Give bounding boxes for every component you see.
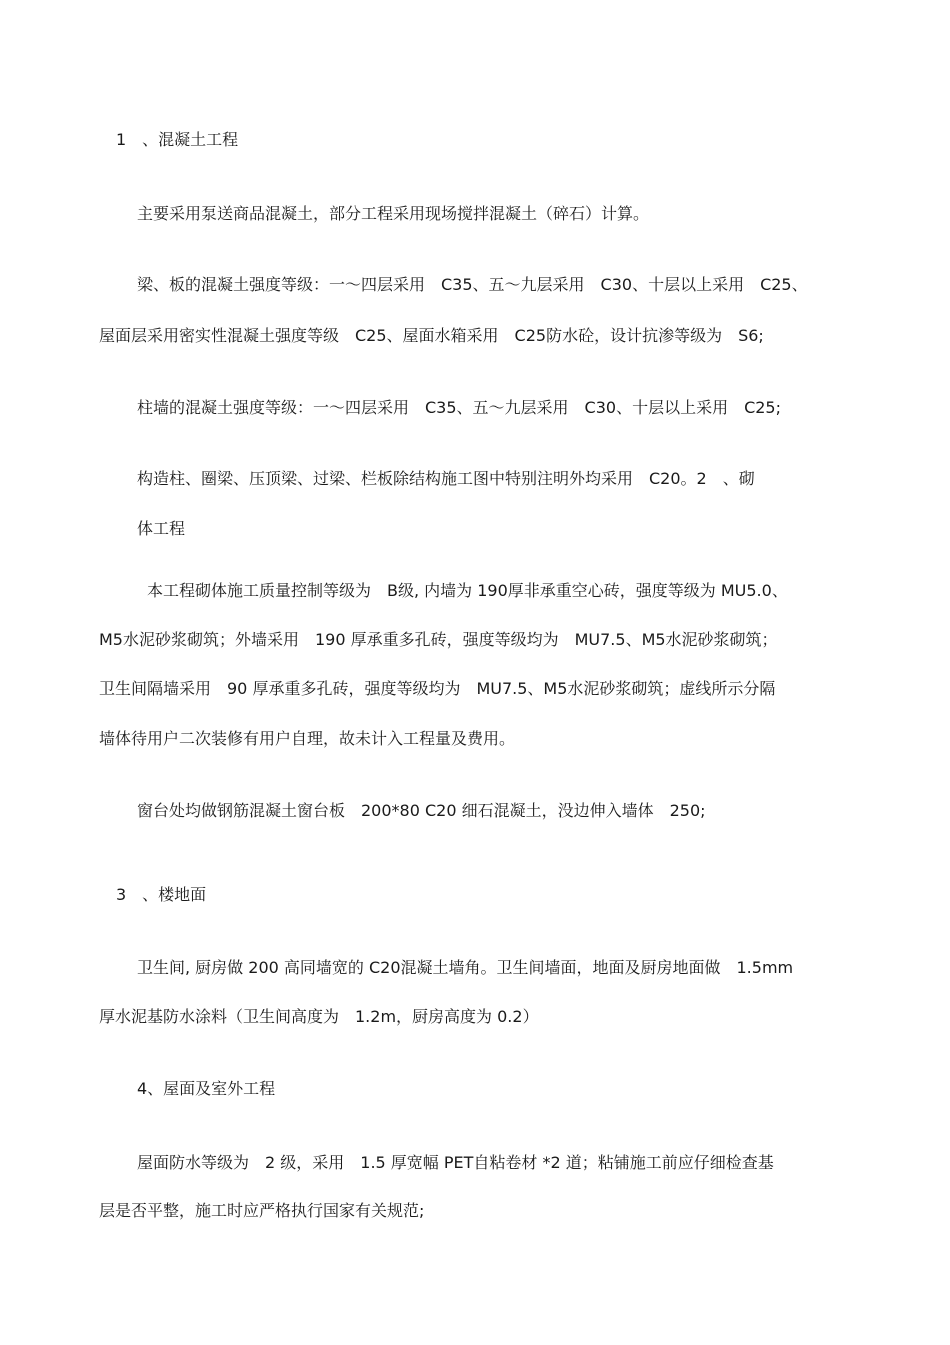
- heading-floor: 3 、楼地面: [116, 885, 207, 904]
- paragraph-line: 窗台处均做钢筋混凝土窗台板 200*80 C20 细石混凝土，没边伸入墙体 250;: [137, 801, 706, 820]
- paragraph-line: 柱墙的混凝土强度等级：一～四层采用 C35、五～九层采用 C30、十层以上采用 C25;: [137, 398, 781, 417]
- paragraph-line: 墙体待用户二次装修有用户自理，故未计入工程量及费用。: [99, 729, 516, 748]
- paragraph-line: 厚水泥基防水涂料（卫生间高度为 1.2m，厨房高度为 0.2）: [99, 1007, 539, 1026]
- heading-roof: 4、屋面及室外工程: [137, 1079, 276, 1098]
- paragraph-line: 卫生间, 厨房做 200 高同墙宽的 C20混凝土墙角。卫生间墙面，地面及厨房地面做 1.5mm: [137, 958, 794, 977]
- paragraph-line: 卫生间隔墙采用 90 厚承重多孔砖，强度等级均为 MU7.5、M5水泥砂浆砌筑；虚线所示分隔: [99, 679, 776, 698]
- paragraph-line: 梁、板的混凝土强度等级：一～四层采用 C35、五～九层采用 C30、十层以上采用 C25、: [137, 275, 808, 294]
- paragraph-line: 屋面防水等级为 2 级，采用 1.5 厚宽幅 PET自粘卷材 *2 道；粘铺施工前应仔细检查基: [137, 1153, 774, 1172]
- paragraph-line: 层是否平整，施工时应严格执行国家有关规范;: [99, 1201, 425, 1220]
- paragraph-line: 构造柱、圈梁、压顶梁、过梁、栏板除结构施工图中特别注明外均采用 C20。2 、砌: [137, 469, 755, 488]
- paragraph-line: 屋面层采用密实性混凝土强度等级 C25、屋面水箱采用 C25防水砼，设计抗渗等级为 S6;: [99, 326, 764, 345]
- paragraph-line: 体工程: [137, 519, 186, 538]
- paragraph-line: 本工程砌体施工质量控制等级为 B级, 内墙为 190厚非承重空心砖，强度等级为 MU5.0、: [147, 581, 788, 600]
- paragraph-line: M5水泥砂浆砌筑；外墙采用 190 厚承重多孔砖，强度等级均为 MU7.5、M5水泥砂浆砌筑；: [99, 630, 778, 649]
- paragraph-line: 主要采用泵送商品混凝土，部分工程采用现场搅拌混凝土（碎石）计算。: [137, 204, 650, 223]
- heading-concrete: 1 、混凝土工程: [116, 130, 239, 149]
